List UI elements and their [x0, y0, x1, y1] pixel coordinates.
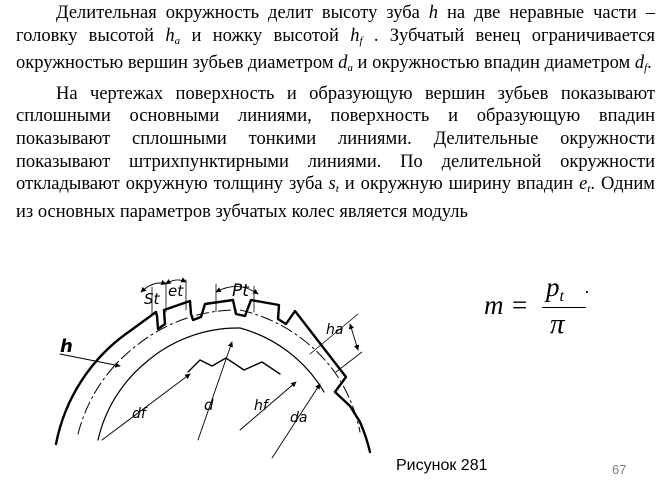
df-leader [102, 374, 190, 440]
module-formula [478, 268, 618, 348]
paragraph [16, 2, 655, 80]
math-symbol: h [165, 25, 175, 46]
subscript: a [174, 34, 181, 47]
paragraph [16, 83, 655, 224]
text-run: и окружностью впадин диаметром [352, 53, 635, 74]
formula-numerator-subscript: t [559, 288, 564, 305]
text-run: . Одним из основных параметров зубчатых колес является модуль [16, 174, 655, 222]
math-symbol: h [428, 3, 439, 23]
formula-numerator [546, 272, 564, 306]
label-ha: ha [326, 322, 344, 338]
subscript: t [335, 183, 339, 196]
text-run: на две неравные части – головку высотой [16, 3, 655, 46]
math-symbol: e [579, 174, 588, 195]
gear-tip-outline [56, 300, 370, 452]
formula-trailing-dot: · [584, 282, 590, 302]
text-run: Делительная окружность делит высоту зуба [56, 3, 429, 23]
subscript: f [359, 34, 363, 47]
label-h: h [60, 336, 73, 357]
math-symbol: s [328, 174, 336, 195]
formula-denominator: π [550, 308, 565, 340]
text-run: и ножку высотой [180, 25, 351, 46]
subscript: t [587, 183, 591, 196]
math-symbol: d [338, 53, 348, 74]
text-run: и окружную ширину впадин [338, 174, 580, 195]
label-et: et [168, 282, 184, 300]
d-leader [198, 342, 232, 440]
label-st: St [144, 290, 160, 308]
math-symbol: d [634, 53, 645, 74]
page-number: 67 [612, 462, 627, 477]
ha-leader-2 [336, 352, 362, 372]
tooth-gap-line [188, 358, 280, 374]
label-pt: Pt [232, 281, 249, 301]
label-d: d [204, 396, 214, 414]
hf-leader [240, 382, 296, 430]
subscript: f [644, 62, 648, 75]
text-run: . [647, 53, 652, 74]
subscript: a [347, 62, 353, 75]
pitch-circle [78, 310, 360, 434]
text-run: . Зубчатый венец ограничивается окружностью вершин зубьев диаметром [16, 25, 655, 74]
label-hf: hf [254, 398, 268, 414]
label-da: da [290, 410, 308, 426]
gear-drawing [40, 262, 380, 472]
formula-numerator-symbol: p [546, 272, 560, 302]
label-df: df [132, 406, 146, 422]
ha-arrow [350, 324, 358, 350]
text-run: На чертежах поверхность и образующую вершин зубьев показывают сплошными основными линиями, поверхность и образующую впадин показывают сплошными тонкими линиями. Делительные окружности показывают штрихпунктирными линиями. По делительной окружности откладывают окружную толщину зуба [16, 83, 655, 195]
gear-diagram-svg [40, 262, 380, 472]
figure-caption: Рисунок 281 [396, 457, 488, 474]
math-symbol: h [350, 25, 360, 46]
formula-lhs: m = [484, 290, 529, 320]
body-text [16, 2, 655, 223]
